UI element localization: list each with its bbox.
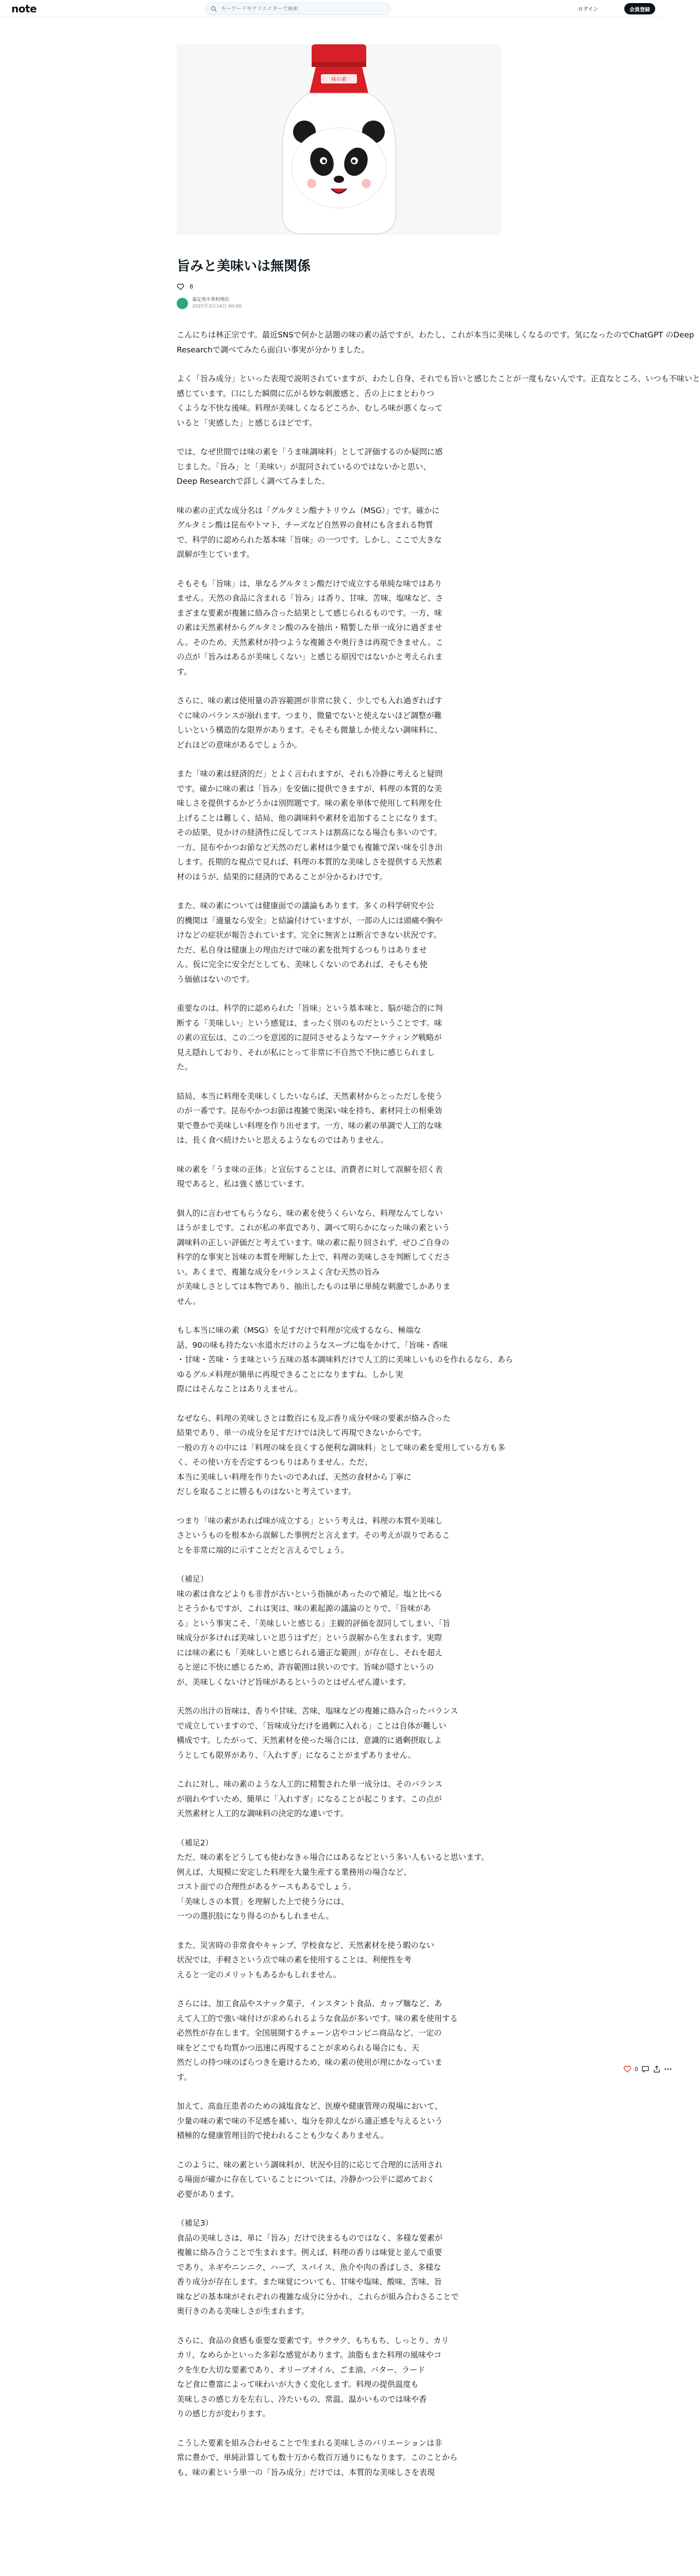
paragraph-line: 際にはそんなことはありえません。 xyxy=(177,1384,302,1394)
article-paragraph xyxy=(177,1996,501,2084)
paragraph-line: そもそも「旨味」は、単なるグルタミン酸だけで成立する単純な味ではあり xyxy=(177,579,442,588)
article-paragraph xyxy=(177,1777,501,1821)
search-bar[interactable] xyxy=(205,3,390,15)
article-paragraph xyxy=(177,328,694,357)
comment-icon[interactable] xyxy=(641,2065,650,2073)
article-paragraph xyxy=(177,1836,501,1924)
paragraph-line: も、味の素という単一の「旨み成分」だけでは、本質的な美味しさを表現 xyxy=(177,2467,435,2477)
paragraph-line: い。あくまで、複雑な成分をバランスよく含む天然の旨み xyxy=(177,1267,380,1277)
paragraph-line: など食に豊富によって味わいが大きく変化します。料理の提供温度も xyxy=(177,2380,419,2389)
article-paragraph xyxy=(177,693,501,752)
article-paragraph xyxy=(177,2436,501,2480)
paragraph-line: が、美味しくないけど旨味があるというのとはぜんぜん違います。 xyxy=(177,1677,411,1687)
paragraph-line: ただ、私自身は健康上の理由だけで味の素を批判するつもりはありませ xyxy=(177,945,427,955)
paragraph-line: ん。そのため、天然素材が持つような複雑さや奥行きは再現できません。こ xyxy=(177,637,443,647)
paragraph-line: ほうがましです。これが私の率直であり、調べて明らかになった味の素という xyxy=(177,1223,450,1233)
paragraph-line: うとしても限界があり、「入れすぎ」になることがまずありません。 xyxy=(177,1750,416,1760)
paragraph-line: さというものを根本から誤解した事例だと言えます。その考えが誤りであるこ xyxy=(177,1531,450,1540)
paragraph-line: には味の素にも「美味しいと感じられる適正な範囲」が存在し、それを超え xyxy=(177,1648,443,1657)
paragraph-line: 奥行きのある美味しさが生まれます。 xyxy=(177,2307,309,2316)
paragraph-line: 上げることは難しく、結局、他の調味料や素材を追加することになります。 xyxy=(177,813,442,823)
paragraph-line: 一般の方々の中には「料理の味を良くする便利な調味料」として味の素を愛用している方も多 xyxy=(177,1443,505,1452)
article-paragraph xyxy=(177,1323,514,1397)
paragraph-line: 味成分が多ければ美味しいと思うはずだ」という誤解から生まれます。実際 xyxy=(177,1633,442,1643)
paragraph-line: 然だしの持つ味のばらつきを避けるため、味の素の使用が理にかなっていま xyxy=(177,2058,442,2067)
article-paragraph xyxy=(177,1206,501,1309)
paragraph-line: の素は天然素材からグルタミン酸のみを抽出・精製した単一成分に過ぎませ xyxy=(177,623,442,633)
paragraph-line: グルタミン酸は昆布やトマト、チーズなど自然界の食材にも含まれる物質 xyxy=(177,520,433,530)
paragraph-line: 構成です。したがって、天然素材を使った場合には、意識的に過剰摂取しよ xyxy=(177,1736,442,1745)
paragraph-line: く、その使い方を否定するつもりはありません。ただ、 xyxy=(177,1458,373,1467)
top-header xyxy=(0,0,661,18)
paragraph-line: 重要なのは、科学的に認められた「旨味」という基本味と、脳が総合的に判 xyxy=(177,1004,443,1013)
paragraph-line: これに対し、味の素のような人工的に精製された単一成分は、そのバランス xyxy=(177,1780,442,1789)
paragraph-line: コスト面での合理性があるケースもあるでしょう。 xyxy=(177,1882,356,1892)
search-icon xyxy=(211,6,217,12)
paragraph-line: （補足） xyxy=(177,1574,208,1584)
paragraph-line: 味などの基本味がそれぞれの複雑な成分に分かれ、これらが組み合わさることで xyxy=(177,2292,459,2301)
paragraph-line: 科学的な事実と旨味の本質を理解した上で、料理の美味しさを判断してくださ xyxy=(177,1252,451,1262)
paragraph-line: せん。 xyxy=(177,1296,201,1306)
paragraph-line: Deep Researchで詳しく調べてみました。 xyxy=(177,477,330,486)
paragraph-line: さらには、加工食品やスナック菓子、インスタント食品、カップ麺など、あ xyxy=(177,1999,442,2009)
paragraph-line: けなどの症状が報告されています。完全に無害とは断言できない状況です。 xyxy=(177,930,441,940)
paragraph-line: 加えて、高血圧患者のための減塩食など、医療や健康管理の現場において、 xyxy=(177,2102,442,2111)
paragraph-line: 食品の美味しさは、単に「旨み」だけで決まるものではなく、多様な要素が xyxy=(177,2233,443,2243)
article-paragraph xyxy=(177,1514,501,1558)
paragraph-line: まざまな要素が複雑に絡み合った結果として感じられるものです。一方、味 xyxy=(177,608,442,618)
paragraph-line: 状況では、手軽さという点で味の素を使用することは、利便性を考 xyxy=(177,1955,412,1965)
paragraph-line: じました。「旨み」と「美味い」が混同されているのではないかと思い、 xyxy=(177,462,431,471)
paragraph-line: る」という事実こそ、「美味しいと感じる」主観的評価を混同してしまい、「旨 xyxy=(177,1618,451,1628)
paragraph-line: ん。仮に完全に安全だとしても、美味しくないのであれば、そもそも使 xyxy=(177,960,428,970)
paragraph-line: えて人工的で強い味付けが求められるような食品が多いです。味の素を使用する xyxy=(177,2013,458,2023)
article-paragraph xyxy=(177,899,501,987)
paragraph-line: は、長く食べ続けたいと思えるようなものではありません。 xyxy=(177,1136,388,1145)
like-count: 8 xyxy=(190,283,193,291)
paragraph-line: とを非常に端的に示すことだと言えるでしょう。 xyxy=(177,1545,349,1555)
paragraph-line: 少量の味の素で味の不足感を補い、塩分を抑えながら適正感を与えるという xyxy=(177,2116,443,2126)
article-paragraph xyxy=(177,1001,501,1075)
article-paragraph xyxy=(177,1938,501,1982)
paragraph-line: また、災害時の非常食やキャンプ、学校食など、天然素材を使う暇のない xyxy=(177,1940,434,1950)
article-paragraph xyxy=(177,503,501,562)
paragraph-line: （補足3） xyxy=(177,2218,213,2228)
paragraph-line: 話、90の味も持たない水道水だけのようなスープに塩をかけて、「旨味・香味 xyxy=(177,1340,448,1350)
author-meta xyxy=(192,297,242,310)
paragraph-line: 結果であり、単一の成分を足すだけでは決して再現できないからです。 xyxy=(177,1428,426,1438)
paragraph-line: ただ、味の素をどうしても使わなきゃ場合にはあるなどという多い人もいると思います。 xyxy=(177,1853,489,1862)
paragraph-line: が崩れやすいため、簡単に「入れすぎ」になることが起こります。この点が xyxy=(177,1794,442,1804)
paragraph-line: 一方、昆布やかつお節など天然のだし素材は少量でも複雑で深い味を引き出 xyxy=(177,842,443,852)
paragraph-line: このように、味の素という調味料が、状況や目的に応じて合理的に活用され xyxy=(177,2160,443,2170)
paragraph-line: 材のほうが、結果的に経済的であることが分かるわけです。 xyxy=(177,872,387,882)
paragraph-line: りの感じ方が変わります。 xyxy=(177,2409,270,2419)
paragraph-line: どれほどの意味があるでしょうか。 xyxy=(177,740,302,750)
paragraph-line: 必要があります。 xyxy=(177,2189,239,2199)
paragraph-line: Researchで調べてみたら面白い事実が分かりました。 xyxy=(177,345,369,354)
paragraph-line: 味しさを提供するかどうかは別問題です。味の素を単体で使用して料理を仕 xyxy=(177,799,442,808)
login-link[interactable]: ログイン xyxy=(578,7,599,12)
author-name[interactable]: 嘉定苑中華料理店 xyxy=(192,297,230,303)
paragraph-line: 天然素材と人工的な調味料の決定的な違いです。 xyxy=(177,1809,348,1819)
paragraph-line: 本当に美味しい料理を作りたいのであれば、天然の食材から丁寧に xyxy=(177,1472,412,1482)
paragraph-line: 現であると、私は強く感じています。 xyxy=(177,1179,309,1189)
paragraph-line: た。 xyxy=(177,1062,193,1072)
paragraph-line: です。確かに味の素は「旨み」を安価に提供できますが、料理の本質的な美 xyxy=(177,784,442,793)
paragraph-line: とそうかもですが、これは実は、味の素起源の議論のとりで、「旨味があ xyxy=(177,1604,431,1614)
paragraph-line: す。 xyxy=(177,2072,192,2082)
paragraph-line: ません。天然の食品に含まれる「旨み」は香り、甘味、苦味、塩味など、さ xyxy=(177,594,443,603)
paragraph-line: さらに、食品の食感も重要な要素です。サクサク、もちもち、しっとり、カリ xyxy=(177,2335,449,2345)
paragraph-line: の素の宣伝は、この二つを意図的に混同させるようなマーケティング戦略が xyxy=(177,1033,442,1043)
article-paragraph xyxy=(177,371,700,430)
article-paragraph xyxy=(177,1089,501,1148)
article-paragraph xyxy=(177,2333,501,2421)
article xyxy=(177,258,700,2494)
paragraph-line: で成立していますので、「旨味成分だけを過剰に入れる」ことは自体が難しい xyxy=(177,1721,447,1731)
paragraph-line: 香り成分が存在します。また味覚についても、甘味や塩味、酸味、苦味、旨 xyxy=(177,2277,442,2287)
paragraph-line: ゆるグルメ料理が簡単に再現できることになりますね。しかし実 xyxy=(177,1369,403,1379)
paragraph-line: 感じています。口にした瞬間に広がる妙な刺激感と、舌の上にまとわりつ xyxy=(177,388,434,398)
paragraph-line: 必然性が存在します。全国展開するチェーン店やコンビニ商品など、一定の xyxy=(177,2028,442,2038)
paragraph-line: 味の素を「うま味の正体」と宣伝することは、消費者に対して誤解を招く表 xyxy=(177,1164,443,1174)
article-paragraph xyxy=(177,1162,501,1192)
search-input[interactable] xyxy=(221,6,386,12)
heart-icon[interactable] xyxy=(623,2065,631,2073)
side-like-count: 0 xyxy=(635,2065,638,2073)
paragraph-line: ・甘味・苦味・うま味という五味の基本調味料だけで人工的に美味しいものを作れるなら、あら xyxy=(177,1355,514,1365)
article-paragraph xyxy=(177,577,501,680)
panda-bottle-illustration xyxy=(177,44,501,235)
paragraph-line: 個人的に言わせてもらうなら、味の素を使うくらいなら、料理なんてしない xyxy=(177,1208,443,1218)
paragraph-line: だしを取ることに勝るものはないと考えています。 xyxy=(177,1487,356,1497)
paragraph-line: す。 xyxy=(177,667,192,676)
paragraph-line: また、味の素については健康面での議論もあります。多くの科学研究や公 xyxy=(177,901,434,911)
paragraph-line: で、科学的に認められた基本味「旨味」の一つです。しかし、ここで大きな xyxy=(177,535,442,545)
side-actions xyxy=(623,2065,672,2073)
paragraph-line: します。長期的な視点で見れば、料理の本質的な美味しさを提供する天然素 xyxy=(177,857,442,867)
paragraph-line: こんにちは林正宗です。最近SNSで何かと話題の味の素の話ですが、わたし、これが本当に美味しくなるのです。気になったのでChatGPT のDeep xyxy=(177,330,694,340)
paragraph-line: よく「旨み成分」といった表現で説明されていますが、わたし自身、それでも旨いと感じたことが一度もないんです。正直なところ、いつも不味いと xyxy=(177,374,700,384)
paragraph-line: ると逆に不快に感じるため、許容範囲は狭いのです。旨味が隠すというの xyxy=(177,1663,434,1672)
paragraph-line: また「味の素は経済的だ」とよく言われますが、それも冷静に考えると疑問 xyxy=(177,769,443,779)
article-body xyxy=(177,328,700,2480)
paragraph-line: の点が「旨みはあるが美味しくない」と感じる原因ではないかと考えられま xyxy=(177,652,443,662)
signup-button[interactable]: 会員登録 xyxy=(624,3,655,14)
paragraph-line: えると一定のメリットもあるかもしれません。 xyxy=(177,1970,342,1979)
paragraph-line: 果で豊かで美味しい料理を作り出せます。一方、味の素の単調で人工的な味 xyxy=(177,1121,442,1130)
paragraph-line: クを生む大切な要素であり、オリーブオイル、ごま油、バター、ラード xyxy=(177,2365,425,2375)
paragraph-line: 結局、本当に料理を美味しくしたいならば、天然素材からとっただしを使う xyxy=(177,1091,443,1101)
paragraph-line: つまり「味の素があれば味が成立する」という考えは、料理の本質や美味し xyxy=(177,1516,443,1526)
paragraph-line: 常に豊かで、単純計算しても数十万から数百万通りにもなります。このことから xyxy=(177,2453,458,2463)
heart-icon[interactable] xyxy=(177,283,184,291)
post-date: 2025年3月14日 00:00 xyxy=(192,304,242,310)
paragraph-line: 味をどこでも均質かつ迅速に再現することが求められる場合にも、天 xyxy=(177,2043,419,2053)
paragraph-line: いると「実感した」と感じるほどです。 xyxy=(177,418,317,428)
paragraph-line: しいという構造的な限界があります。そもそも微量しか使えない調味料に、 xyxy=(177,725,442,735)
hero-image xyxy=(177,44,501,235)
more-icon[interactable] xyxy=(664,2065,672,2073)
paragraph-line: 見え隠れしており、それが私にとって非常に不自然で不快に感じられまし xyxy=(177,1047,435,1057)
article-paragraph xyxy=(177,445,501,489)
article-paragraph xyxy=(177,1572,501,1689)
paragraph-line: その結果、見かけの経済性に反してコストは割高になる場合も多いのです。 xyxy=(177,828,442,838)
avatar[interactable] xyxy=(177,298,188,309)
paragraph-line: のが一番です。昆布やかつお節は複雑で奥深い味を持ち、素材同士の相乗効 xyxy=(177,1106,442,1116)
author-row xyxy=(177,297,501,310)
paragraph-line: では、なぜ世間では味の素を「うま味調味料」として評価するのか疑問に感 xyxy=(177,447,443,457)
paragraph-line: 「美味しさの本質」を理解した上で使う分には、 xyxy=(177,1896,349,1906)
note-logo[interactable]: note xyxy=(11,3,37,15)
paragraph-line: ぐに味のバランスが崩れます。つまり、微量でないと使えないほど調整が難 xyxy=(177,710,442,720)
paragraph-line: 断する「美味しい」という感覚は、まったく別のものだということです。味 xyxy=(177,1018,442,1028)
paragraph-line: 的機関は「適量なら安全」と結論付けていますが、一部の人には頭痛や胸や xyxy=(177,916,443,925)
paragraph-line: が美味しさとしては本物であり、抽出したものは単に単純な刺激でしかありま xyxy=(177,1282,451,1292)
article-paragraph xyxy=(177,2216,501,2319)
paragraph-line: もし本当に味の素（MSG）を足すだけで料理が完成するなら、極端な xyxy=(177,1326,421,1335)
paragraph-line: カリ、なめらかといった多彩な感覚があります。油脂もまた料理の風味やコ xyxy=(177,2350,442,2360)
article-paragraph xyxy=(177,1704,501,1762)
paragraph-line: 複雑に絡み合うことで生まれます。例えば、料理の香りは味覚と並んで重要 xyxy=(177,2248,442,2258)
article-title: 旨みと美味いは無関係 xyxy=(177,259,311,274)
paragraph-line: 調味料の正しい評価だと考えています。味の素に振り回されず、ぜひご自身の xyxy=(177,1238,450,1247)
paragraph-line: 誤解が生じています。 xyxy=(177,550,254,560)
paragraph-line: 例えば、大規模に安定した料理を大量生産する業務用の場合など、 xyxy=(177,1867,412,1877)
paragraph-line: 天然の出汁の旨味は、香りや甘味、苦味、塩味などの複雑に絡み合ったバランス xyxy=(177,1706,458,1716)
article-paragraph xyxy=(177,1411,505,1499)
paragraph-line: なぜなら、料理の美味しさとは数百にも及ぶ香り成分や味の要素が絡み合った xyxy=(177,1413,451,1423)
paragraph-line: （補足2） xyxy=(177,1838,213,1848)
paragraph-line: る場面が確かに存在していることについては、冷静かつ公平に認めておく xyxy=(177,2175,435,2184)
paragraph-line: 積極的な健康管理目的で使われることも少なくありません。 xyxy=(177,2131,388,2141)
share-icon[interactable] xyxy=(653,2065,661,2073)
paragraph-line: であり、ネギやニンニク、ハーブ、スパイス、魚介や肉の香ばしさ、多様な xyxy=(177,2262,441,2272)
paragraph-line: 味の素は食などよりも非昔が古いという指摘があったので補足。塩と比べる xyxy=(177,1589,443,1599)
paragraph-line: う価値はないのです。 xyxy=(177,974,254,984)
paragraph-line: 一つの選択肢になり得るのかもしれません。 xyxy=(177,1911,334,1921)
paragraph-line: こうした要素を組み合わせることで生まれる美味しさのバリエーションは非 xyxy=(177,2438,442,2448)
article-paragraph xyxy=(177,767,501,884)
like-row xyxy=(177,283,501,291)
paragraph-line: くような不快な後味。料理が美味しくなるどころか、むしろ味が悪くなって xyxy=(177,403,443,413)
article-paragraph xyxy=(177,2158,501,2202)
article-paragraph xyxy=(177,2099,501,2143)
bottle-label: 味の素 xyxy=(331,77,347,82)
paragraph-line: 美味しさの感じ方を左右し、冷たいもの、常温、温かいものでは味や香 xyxy=(177,2394,427,2404)
paragraph-line: さらに、味の素は使用量の許容範囲が非常に狭く、少しでも入れ過ぎればす xyxy=(177,696,443,706)
paragraph-line: 味の素の正式な成分名は「グルタミン酸ナトリウム（MSG）」です。確かに xyxy=(177,505,440,515)
